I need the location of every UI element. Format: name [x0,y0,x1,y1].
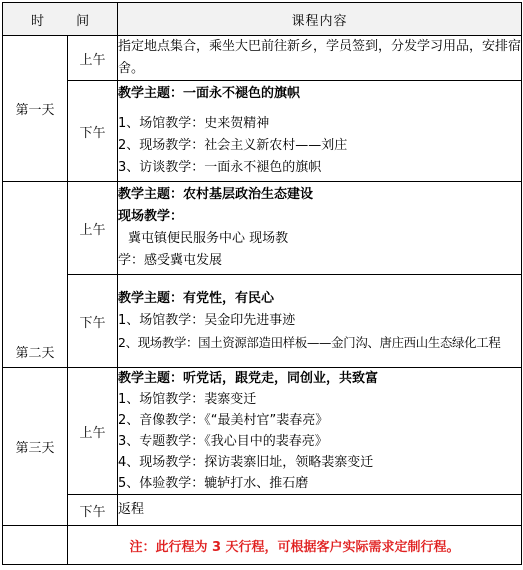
day-label: 第三天 [3,368,68,526]
day2-morning-row [3,182,522,275]
day2-afternoon-row [3,275,522,368]
content-line: 1、场馆教学：裴寨变迁 [118,392,257,407]
note-text: 注：此行程为 3 天行程，可根据客户实际需求定制行程。 [68,526,522,565]
header-content: 课程内容 [118,3,522,36]
subtheme-title: 现场教学： [118,209,184,224]
session-content [118,36,522,81]
day1-afternoon-row [3,81,522,182]
day3-afternoon-row [3,495,522,526]
period-label: 下午 [68,81,118,182]
day-label: 第一天 [3,36,68,182]
content-line: 4、现场教学：探访裴寨旧址，领略裴寨变迁 [118,455,374,470]
schedule-table [2,2,522,565]
content-line: 1、场馆教学：吴金印先进事迹 [118,313,296,328]
theme-title: 教学主题：农村基层政治生态建设 [118,187,314,202]
period-label: 上午 [68,368,118,495]
period-label: 上午 [68,36,118,81]
content-line: 指定地点集合，乘坐大巴前往新乡，学员签到，分发学习用品，安排宿舍。 [118,39,522,76]
content-line: 2、现场教学：国土资源部造田样板——金门沟、唐庄西山生态绿化工程 [118,335,501,350]
period-label: 上午 [68,182,118,275]
theme-title: 教学主题：一面永不褪色的旗帜 [118,86,301,101]
content-line: 2、音像教学：《“最美村官”裴春亮》 [118,413,329,428]
session-content [118,81,522,182]
session-content [118,182,522,275]
day-label: 第二天 [3,182,68,368]
session-content [118,495,522,526]
content-line: 3、专题教学：《我心目中的裴春亮》 [118,434,328,449]
session-content [118,275,522,368]
content-line: 5、体验教学：辘轳打水、推石磨 [118,476,309,491]
theme-title: 教学主题：听党话，跟党走，同创业，共致富 [118,371,379,386]
day1-morning-row [3,36,522,81]
session-content [118,368,522,495]
content-line: 3、访谈教学：一面永不褪色的旗帜 [118,160,322,175]
note-row [3,526,522,565]
content-line: 学：感受冀屯发展 [118,253,223,268]
header-row [3,3,522,36]
content-line: 2、现场教学：社会主义新农村——刘庄 [118,138,348,153]
content-line: 返程 [118,502,145,517]
period-label: 下午 [68,495,118,526]
note-spacer [3,526,68,565]
content-line: 冀屯镇便民服务中心 现场教 [128,231,289,246]
header-time: 时 间 [3,3,118,36]
period-label: 下午 [68,275,118,368]
theme-title: 教学主题：有党性，有民心 [118,291,275,306]
day3-morning-row [3,368,522,495]
content-line: 1、场馆教学：史来贺精神 [118,116,270,131]
